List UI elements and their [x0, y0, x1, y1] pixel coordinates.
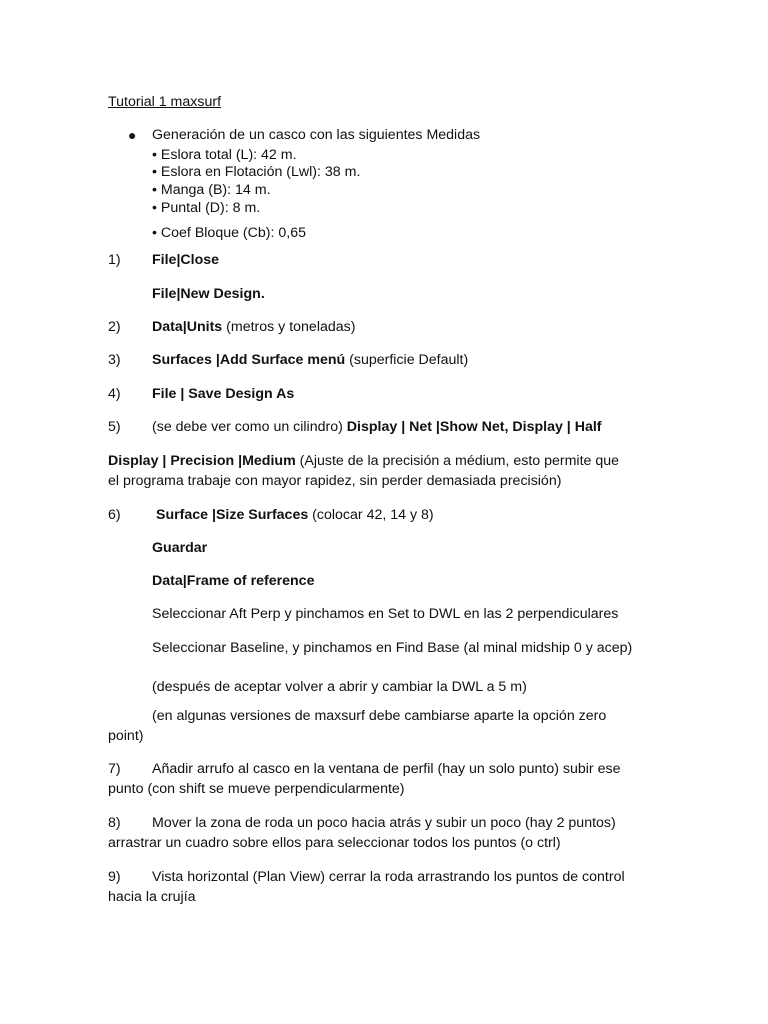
command-text: Display | Net |Show Net, Display | Half [346, 419, 602, 435]
command-text: File|New Design. [152, 286, 265, 302]
command-text: Data|Units [152, 319, 223, 335]
step-6-frame [152, 571, 314, 591]
step-6-after: (después de aceptar volver a abrir y cambiar la DWL a 5 m) [152, 679, 527, 695]
step-text: (se debe ver como un cilindro) [152, 419, 347, 435]
step-6-base: Seleccionar Baseline, y pinchamos en Find Base (al minal midship 0 y acep) [152, 640, 633, 656]
step-number: 5) [108, 419, 121, 435]
step-2-line [152, 317, 355, 337]
step-6-aft: Seleccionar Aft Perp y pinchamos en Set to DWL en las 2 perpendiculares [152, 606, 619, 622]
step-text: (colocar 42, 14 y 8) [308, 507, 434, 523]
step-number: 9) [108, 869, 121, 885]
step-7-line-2: punto (con shift se mueve perpendicularmente) [108, 781, 405, 797]
command-text: Guardar [152, 540, 208, 556]
measure-item: • Eslora total (L): 42 m. [152, 147, 297, 163]
command-text: Surfaces |Add Surface menú [152, 352, 346, 368]
step-6-line [156, 505, 434, 525]
measure-item: • Coef Bloque (Cb): 0,65 [152, 225, 307, 241]
command-text: File | Save Design As [152, 386, 295, 402]
step-number: 8) [108, 815, 121, 831]
step-5-line [152, 417, 602, 437]
document-title: Tutorial 1 maxsurf [108, 94, 222, 110]
command-text: File|Close [152, 252, 220, 268]
command-text: Data|Frame of reference [152, 573, 315, 589]
step-1-line [152, 250, 219, 270]
measure-item: • Puntal (D): 8 m. [152, 200, 261, 216]
step-number: 4) [108, 386, 121, 402]
step-6-save [152, 538, 207, 558]
intro-heading: Generación de un casco con las siguientes Medidas [152, 127, 481, 143]
step-7-line: Añadir arrufo al casco en la ventana de perfil (hay un solo punto) subir ese [152, 761, 621, 777]
step-5-line-2 [108, 451, 619, 471]
step-number: 7) [108, 761, 121, 777]
step-number: 2) [108, 319, 121, 335]
command-text: Surface |Size Surfaces [156, 507, 309, 523]
step-8-line: Mover la zona de roda un poco hacia atrás y subir un poco (hay 2 puntos) [152, 815, 616, 831]
step-8-line-2: arrastrar un cuadro sobre ellos para seleccionar todos los puntos (o ctrl) [108, 835, 561, 851]
step-5-line-3: el programa trabaje con mayor rapidez, sin perder demasiada precisión) [108, 473, 562, 489]
step-text: (Ajuste de la precisión a médium, esto permite que [295, 453, 620, 469]
step-9-line-2: hacia la crujía [108, 889, 196, 905]
step-3-line [152, 350, 468, 370]
step-6-versions-2: point) [108, 728, 144, 744]
step-6-versions: (en algunas versiones de maxsurf debe cambiarse aparte la opción zero [152, 708, 607, 724]
step-number: 1) [108, 252, 121, 268]
command-text: Display | Precision |Medium [108, 453, 296, 469]
step-text: (superficie Default) [345, 352, 469, 368]
step-1-line-2 [152, 284, 265, 304]
step-9-line: Vista horizontal (Plan View) cerrar la roda arrastrando los puntos de control [152, 869, 625, 885]
measure-item: • Eslora en Flotación (Lwl): 38 m. [152, 164, 361, 180]
step-number: 3) [108, 352, 121, 368]
measure-item: • Manga (B): 14 m. [152, 182, 271, 198]
step-4-line [152, 384, 294, 404]
step-text: (metros y toneladas) [222, 319, 356, 335]
step-number: 6) [108, 507, 121, 523]
bullet-icon: ● [128, 127, 137, 143]
